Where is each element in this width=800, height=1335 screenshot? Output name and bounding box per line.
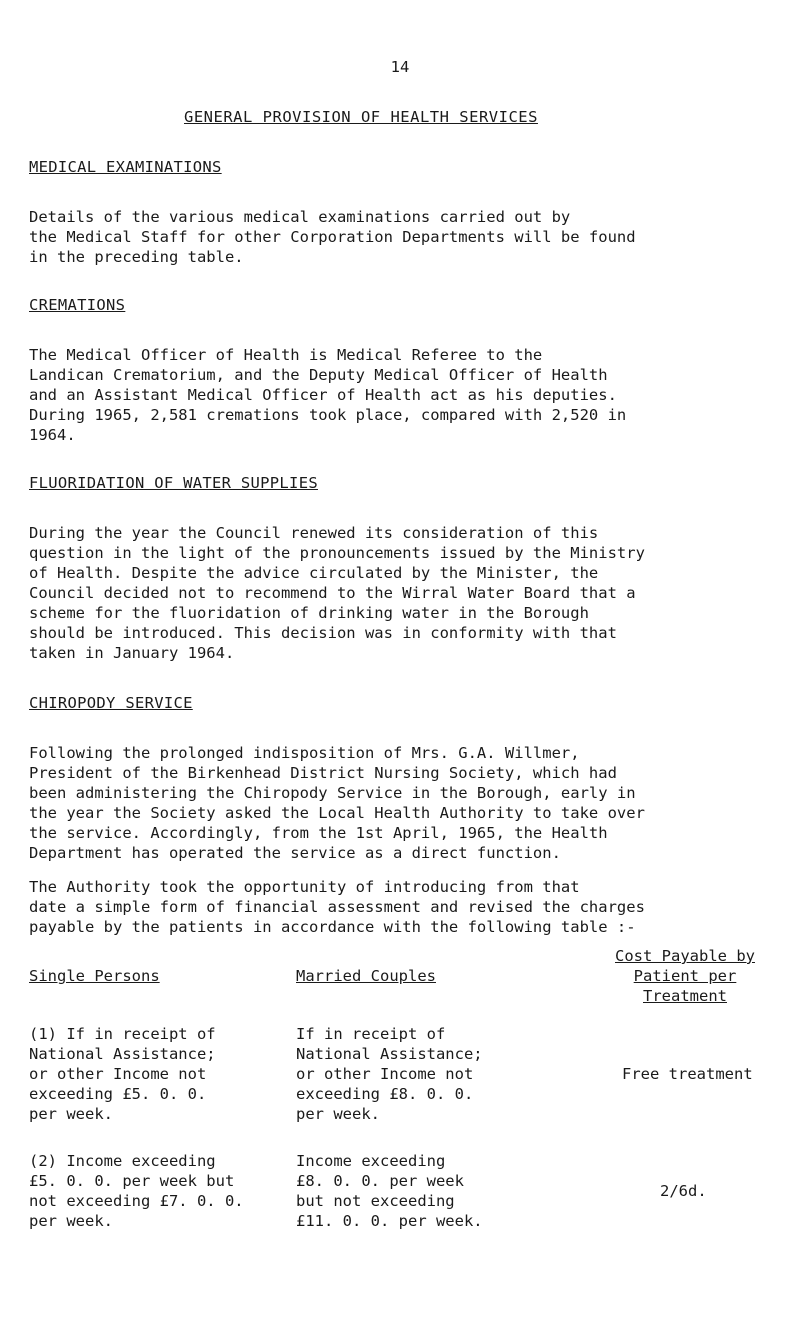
column-header-married-couples: Married Couples: [296, 967, 436, 985]
column-header-cost-line1: Cost Payable by: [615, 947, 755, 965]
table-cell-cost-row1: Free treatment: [622, 1065, 753, 1083]
column-header-cost: [590, 946, 780, 1006]
column-header-cost-line2: Patient per: [633, 967, 737, 985]
column-header-single-persons: Single Persons: [29, 967, 160, 985]
paragraph-chiropody-2: The Authority took the opportunity of introducing from that date a simple form of financial assessment and revised the charges payable by the patients in accordance with the following table :-: [29, 878, 645, 936]
heading-chiropody: CHIROPODY SERVICE: [29, 694, 193, 712]
paragraph-medical-examinations: Details of the various medical examinations carried out by the Medical Staff for other Corporation Departments will be found in the preceding table.: [29, 208, 636, 266]
heading-cremations: CREMATIONS: [29, 296, 126, 314]
paragraph-fluoridation: During the year the Council renewed its consideration of this question in the light of the pronouncements issued by the Ministry of Health. Despite the advice circulated by the Minister, the Council decided not to recommend to the Wirral Water Board that a scheme for the fluoridation of drinking water in the Borough should be introduced. This decision was in conformity with that taken in January 1964.: [29, 524, 645, 662]
paragraph-cremations: The Medical Officer of Health is Medical Referee to the Landican Crematorium, and the Deputy Medical Officer of Health and an Assistant Medical Officer of Health act as his deputies. During 1965, 2,581 cremations took place, compared with 2,520 in 1964.: [29, 346, 627, 444]
page-number: 14: [390, 58, 410, 76]
paragraph-chiropody-1: Following the prolonged indisposition of Mrs. G.A. Willmer, President of the Birkenhead District Nursing Society, which had been administering the Chiropody Service in the Borough, early in the year the Society asked the Local Health Authority to take over the service. Accordingly, from the 1st April, 1965, the Health Department has operated the service as a direct function.: [29, 744, 645, 862]
table-cell-married-row1: If in receipt of National Assistance; or other Income not exceeding £8. 0. 0. per week.: [296, 1025, 483, 1123]
column-header-cost-line3: Treatment: [643, 987, 727, 1005]
table-cell-single-row1: (1) If in receipt of National Assistance; or other Income not exceeding £5. 0. 0. per week.: [29, 1025, 216, 1123]
heading-medical-examinations: MEDICAL EXAMINATIONS: [29, 158, 222, 176]
heading-fluoridation: FLUORIDATION OF WATER SUPPLIES: [29, 474, 318, 492]
page-title: GENERAL PROVISION OF HEALTH SERVICES: [184, 108, 538, 126]
table-cell-married-row2: Income exceeding £8. 0. 0. per week but not exceeding £11. 0. 0. per week.: [296, 1152, 483, 1230]
table-cell-single-row2: (2) Income exceeding £5. 0. 0. per week but not exceeding £7. 0. 0. per week.: [29, 1152, 244, 1230]
table-cell-cost-row2: 2/6d.: [660, 1182, 707, 1200]
